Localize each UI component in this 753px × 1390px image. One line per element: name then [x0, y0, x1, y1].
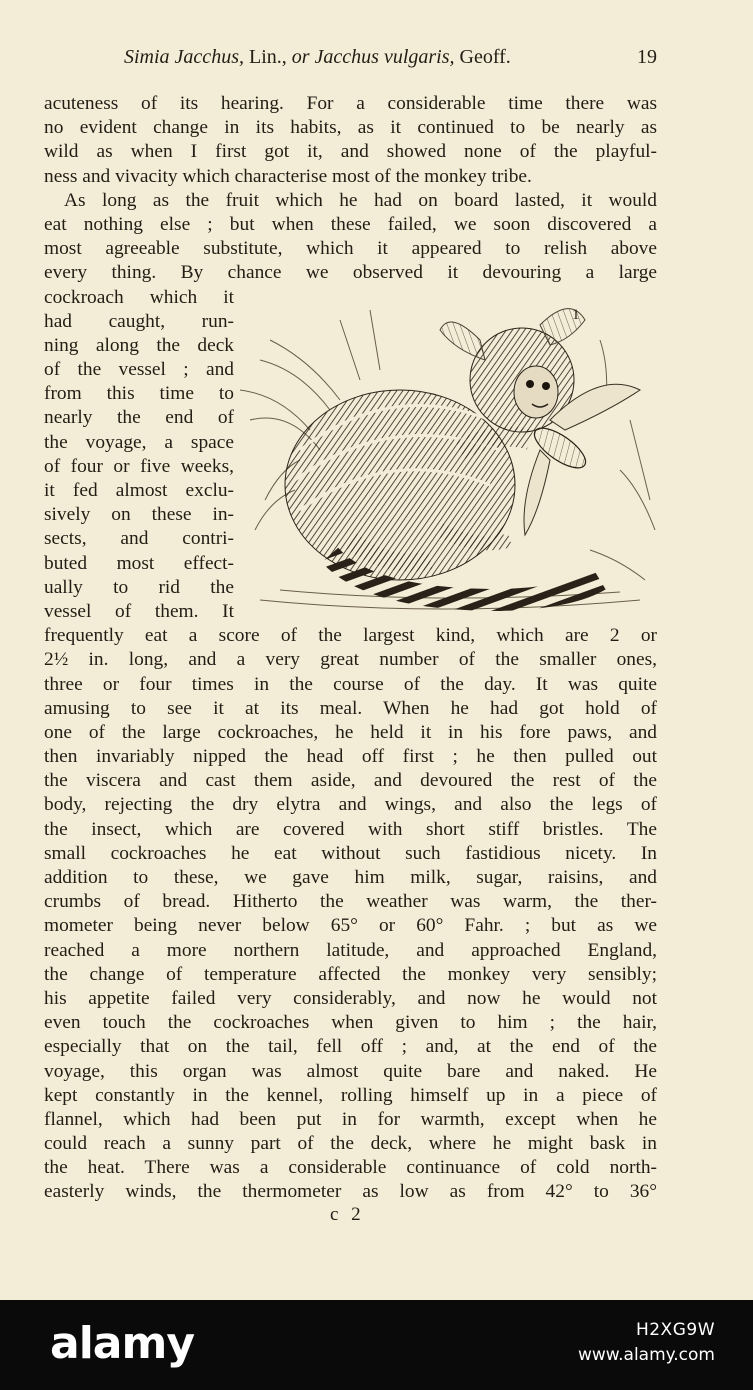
text-line: of the vessel ; and	[44, 359, 234, 381]
author-geoff: Geoff.	[454, 46, 511, 68]
text-line: body, rejecting the dry elytra and wings, and also the legs of	[44, 794, 657, 816]
text-line: every thing. By chance we observed it devouring a large	[44, 262, 657, 284]
text-line: easterly winds, the thermometer as low as from 42° to 36°	[44, 1181, 657, 1203]
text-line: three or four times in the course of the day. It was quite	[44, 673, 657, 695]
text-line: his appetite failed very considerably, and now he would not	[44, 987, 657, 1009]
text-line: ness and vivacity which characterise most of the monkey tribe.	[44, 165, 532, 187]
text-line: kept constantly in the kennel, rolling himself up in a piece of	[44, 1084, 657, 1106]
text-line: the voyage, a space	[44, 431, 234, 453]
text-line: reached a more northern latitude, and approached England,	[44, 939, 657, 961]
text-line: vessel of them. It	[44, 600, 234, 622]
text-line: could reach a sunny part of the deck, where he might bask in	[44, 1133, 657, 1155]
text-line: the insect, which are covered with short stiff bristles. The	[44, 818, 657, 840]
text-line: voyage, this organ was almost quite bare and naked. He	[44, 1060, 657, 1082]
page-number: 19	[637, 46, 657, 68]
text-line: especially that on the tail, fell off ; and, at the end of the	[44, 1036, 657, 1058]
text-line: the change of temperature affected the monkey very sensibly;	[44, 963, 657, 985]
figure-number: 1	[572, 307, 580, 323]
genus-species-linnaeus: Simia Jacchus,	[124, 46, 244, 68]
running-head	[44, 44, 657, 70]
text-line: then invariably nipped the head off first ; he then pulled out	[44, 746, 657, 768]
watermark-info	[578, 1318, 715, 1368]
image-id: H2XG9W	[635, 1320, 715, 1340]
watermark-banner	[0, 1300, 753, 1390]
text-line: eat nothing else ; but when these failed, we soon discovered a	[44, 213, 657, 235]
running-head-title	[124, 44, 511, 70]
marmoset-illustration	[240, 300, 660, 618]
text-line: nearly the end of	[44, 407, 234, 429]
text-line: cockroach which it	[44, 286, 234, 308]
text-line: the viscera and cast them aside, and devoured the rest of the	[44, 770, 657, 792]
marmoset-eating-cockroach-icon	[240, 300, 660, 618]
author-lin: Lin.,	[243, 46, 292, 68]
text-line: small cockroaches he eat without such fastidious nicety. In	[44, 842, 657, 864]
text-line: ually to rid the	[44, 576, 234, 598]
text-line: of four or five weeks,	[44, 455, 234, 477]
text-line: from this time to	[44, 383, 234, 405]
text-line: sively on these in-	[44, 504, 234, 526]
text-line: flannel, which had been put in for warmth, except when he	[44, 1108, 657, 1130]
genus-species-geoffroy: or Jacchus vulgaris,	[291, 46, 455, 68]
text-line: sects, and contri-	[44, 528, 234, 550]
text-line: wild as when I first got it, and showed none of the playful-	[44, 141, 657, 163]
text-line: most agreeable substitute, which it appeared to relish above	[44, 238, 657, 260]
text-line: buted most effect-	[44, 552, 234, 574]
text-line: amusing to see it at its meal. When he had got hold of	[44, 697, 657, 719]
text-line: ning along the deck	[44, 334, 234, 356]
text-line: frequently eat a score of the largest kind, which are 2 or	[44, 625, 657, 647]
text-line: had caught, run-	[44, 310, 234, 332]
text-line: one of the large cockroaches, he held it in his fore paws, and	[44, 721, 657, 743]
text-line: As long as the fruit which he had on board lasted, it would	[64, 189, 657, 211]
text-line: no evident change in its habits, as it continued to be nearly as	[44, 117, 657, 139]
text-line: acuteness of its hearing. For a considerable time there was	[44, 93, 657, 114]
body-text	[44, 92, 657, 1205]
alamy-logo: alamy	[50, 1318, 194, 1369]
text-line: the heat. There was a considerable continuance of cold north-	[44, 1157, 657, 1179]
text-line: addition to these, we gave him milk, sugar, raisins, and	[44, 867, 657, 888]
text-line: even touch the cockroaches when given to him ; the hair,	[44, 1012, 657, 1034]
site-url: www.alamy.com	[577, 1345, 715, 1365]
text-line: it fed almost exclu-	[44, 480, 234, 501]
text-line: crumbs of bread. Hitherto the weather was warm, the ther-	[44, 891, 657, 913]
text-line: mometer being never below 65° or 60° Fahr. ; but as we	[44, 915, 657, 937]
signature-mark: c 2	[330, 1204, 365, 1225]
text-line: 2½ in. long, and a very great number of the smaller ones,	[44, 649, 657, 671]
